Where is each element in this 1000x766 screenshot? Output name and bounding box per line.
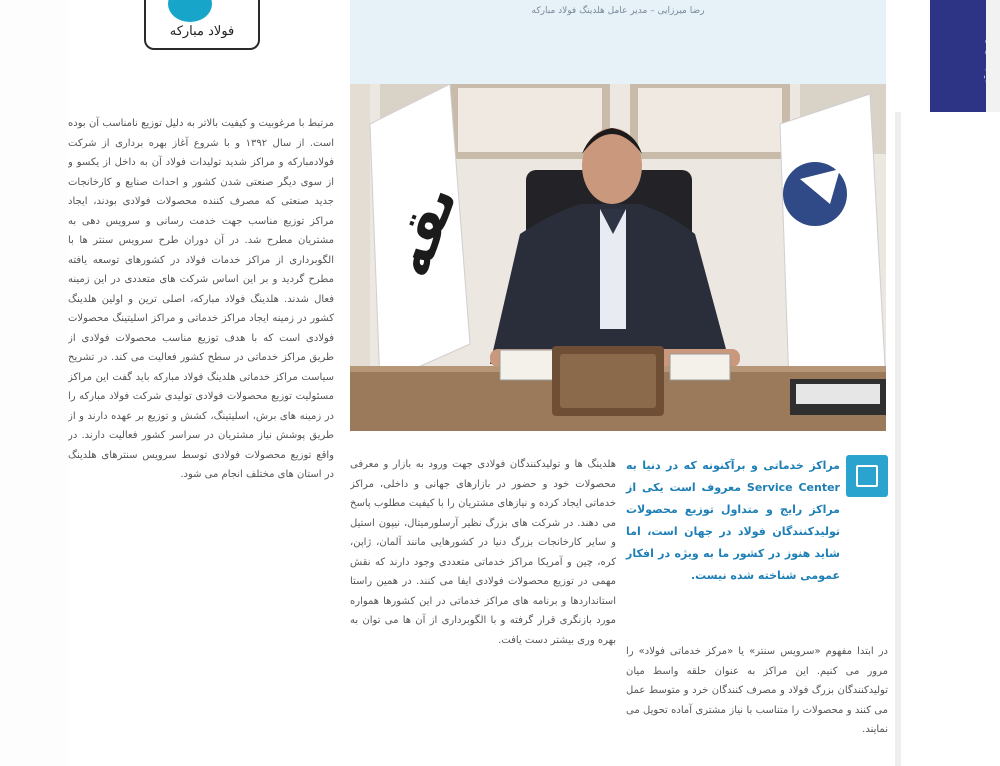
article-column-middle: هلدینگ ها و تولیدکنندگان فولادی جهت ورود به بازار و معرفی محصولات خود و حضور در بازارهای جهانی و داخلی، مراکز خدماتی ایجاد کرده و نیازهای مشتریان را با کیفیت مطلوب پاسخ می دهند. در شرکت های بزرگ نظیر آرسلورمیتال، نیپون استیل و سایر کارخانجات بزرگ دنیا در کشورهایی مانند آلمان، ژاپن، کره، چین و آمریکا مراکز خدماتی متعددی وجود دارند که نقش مهمی در توزیع محصولات فولادی ایفا می کنند. در همین راستا استانداردها و برنامه های مراکز خدماتی در این کشورها همواره مورد بازنگری قرار گرفته و با الگوبرداری از آن ها می توان به بهره وری بیشتر دست یافت. [350,459,616,646]
header-caption: رضا میرزایی – مدیر عامل هلدینگ فولاد مبارکه [531,6,705,16]
section-tab-edge [986,0,1000,112]
column-divider [895,112,901,766]
article-header [350,0,886,84]
company-logo [144,0,260,50]
logo-text: فولاد مبارکه [169,24,235,39]
article-column-right: در ابتدا مفهوم «سرویس سنتر» یا «مرکز خدماتی فولاد» را مرور می کنیم. این مراکز به عنوان حلقه واسط میان تولیدکنندگان بزرگ فولاد و مصرف کنندگان خرد و متوسط عمل می کنند و محصولات را متناسب با نیاز مشتری آماده تحویل می نمایند. [626,646,888,735]
article-column-left: مرتبط با مرغوبیت و کیفیت بالاتر به دلیل توزیع نامناسب آن بوده است. از سال ۱۳۹۲ و با شروع آغاز بهره برداری از شرکت فولادمبارکه و مراکز شدید تولیدات فولاد آن به داخل از یکسو و از سوی دیگر صنعتی شدن کشور و احداث صنایع و کارخانجات جدید صنعتی که مصرف کننده محصولات فولادی بودند، ایجاد مراکز توزیع مناسب جهت خدمت رسانی و سرویس دهی به مشتریان مطرح شد. در آن دوران طرح سرویس سنتر ها با الگوبرداری از مراکز خدمات فولاد در کشورهای توسعه یافته مطرح گردید و بر این اساس شرکت های متعددی در این زمینه فعال شدند. هلدینگ فولاد مبارکه، اصلی ترین و اولین هلدینگ کشور در زمینه ایجاد مراکز خدماتی و مراکز اسلیتینگ محصولات فولادی است که با هدف توزیع مناسب محصولات فولادی از طریق مراکز خدماتی در سطح کشور فعالیت می کند. در تشریح سیاست مراکز خدماتی هلدینگ فولاد مبارکه باید گفت این مراکز مسئولیت توزیع محصولات فولادی تولیدی شرکت فولاد مبارکه را در زمینه های برش، اسلیتینگ، کشش و توزیع بر عهده دارند و از طریق پوشش نیاز مشتریان در سراسر کشور فعالیت دارند. در واقع توزیع محصولات فولادی توسط سرویس سنترهای هلدینگ در استان های مختلف انجام می شود. [68,118,334,480]
logo-emblem-icon [168,0,212,22]
pull-quote-text: مراکز خدماتی و برآکنونه که در دنیا به Service Center معروف است یکی از مراکز رایج و متداول توزیع محصولات تولیدکنندگان فولاد در جهان است، اما شاید هنوز در کشور ما به ویژه در افکار عمومی شناخته شده نیست. [626,459,840,582]
pull-quote [626,455,888,635]
page-margin [0,0,68,766]
section-tab[interactable] [930,0,1000,112]
ceo-photo [350,84,886,431]
svg-text:ىقه: ىقه [378,176,470,285]
square-bullet-icon [846,455,888,497]
